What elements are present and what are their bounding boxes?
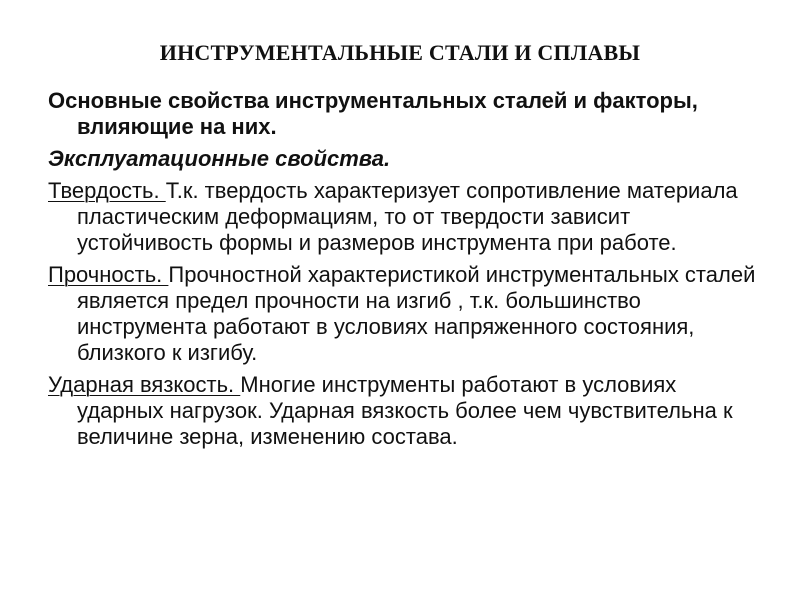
slide-body: [48, 88, 760, 456]
property-impact-toughness: [48, 372, 760, 450]
property-text: Прочностной характеристикой инструментальных сталей является предел прочности на изгиб , т.к. большинство инструмента работают в условиях напряженного состояния, близкого к изгибу.: [77, 262, 756, 365]
property-term: Твердость.: [48, 178, 166, 203]
property-text: Многие инструменты работают в условиях ударных нагрузок. Ударная вязкость более чем чувствительна к величине зерна, изменению состава.: [77, 372, 733, 449]
property-hardness: [48, 178, 760, 256]
property-term: Ударная вязкость.: [48, 372, 241, 397]
slide-title: ИНСТРУМЕНТАЛЬНЫЕ СТАЛИ И СПЛАВЫ: [159, 40, 641, 65]
property-text: Т.к. твердость характеризует сопротивление материала пластическим деформациям, то от твердости зависит устойчивость формы и размеров инструмента при работе.: [77, 178, 738, 255]
property-term: Прочность.: [48, 262, 169, 287]
section-subheading: Эксплуатационные свойства.: [48, 146, 391, 171]
section-heading: Основные свойства инструментальных сталей и факторы, влияющие на них.: [48, 88, 698, 139]
property-strength: [48, 262, 760, 366]
